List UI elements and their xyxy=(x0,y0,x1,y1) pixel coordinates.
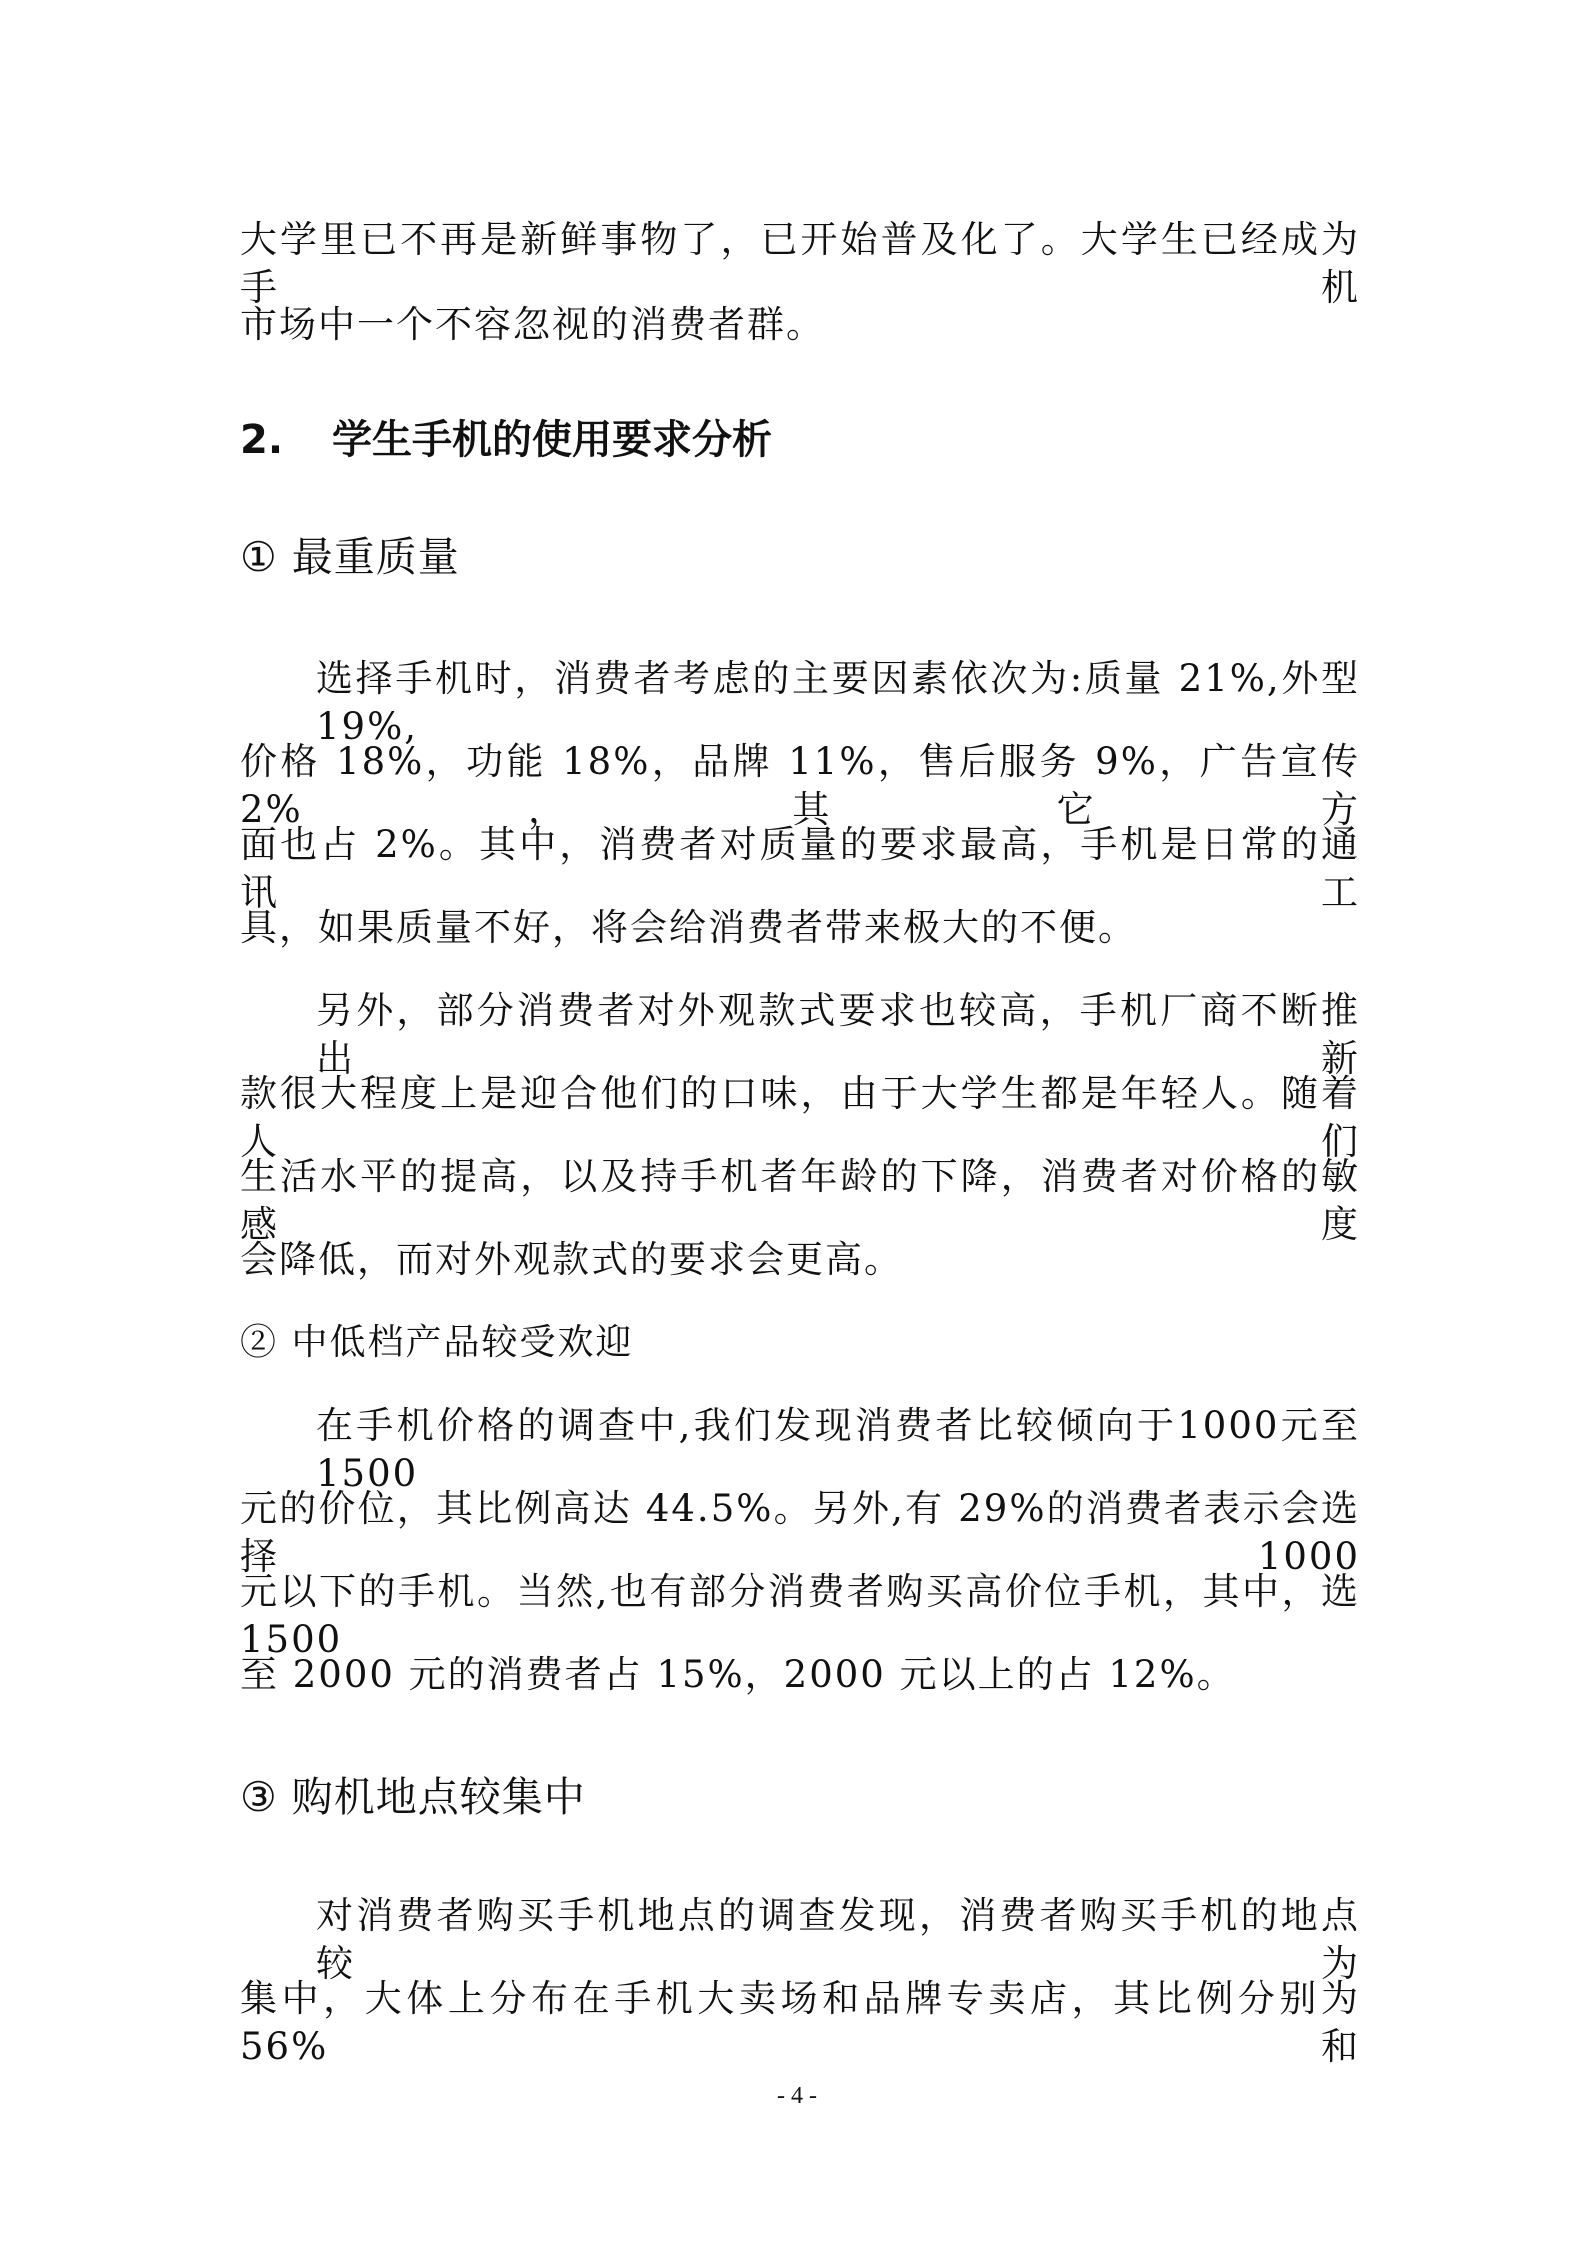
location-para-line-2: 集中，大体上分布在手机大卖场和品牌专卖店，其比例分别为 56%和 xyxy=(240,1977,1360,2068)
subheading-quality: ① 最重质量 xyxy=(240,533,460,581)
price-para-line-3: 元以下的手机。当然,也有部分消费者购买高价位手机，其中，选 1500 xyxy=(240,1570,1360,1661)
price-para-line-2: 元的价位，其比例高达 44.5%。另外,有 29%的消费者表示会选择 1000 xyxy=(240,1487,1360,1578)
quality-para2-line-4: 会降低，而对外观款式的要求会更高。 xyxy=(240,1238,903,1281)
price-para-line-4: 至 2000 元的消费者占 15%，2000 元以上的占 12%。 xyxy=(240,1653,1236,1696)
intro-line-1: 大学里已不再是新鲜事物了，已开始普及化了。大学生已经成为手机 xyxy=(240,218,1360,309)
price-para-line-1: 在手机价格的调查中,我们发现消费者比较倾向于1000元至1500 xyxy=(316,1404,1360,1495)
quality-para2-line-1: 另外，部分消费者对外观款式要求也较高，手机厂商不断推出新 xyxy=(316,989,1360,1080)
intro-line-2: 市场中一个不容忽视的消费者群。 xyxy=(240,303,825,346)
quality-para1-line-1: 选择手机时，消费者考虑的主要因素依次为:质量 21%,外型 19%, xyxy=(316,657,1360,748)
subheading-purchase-location: ③ 购机地点较集中 xyxy=(240,1773,586,1821)
quality-para2-line-3: 生活水平的提高，以及持手机者年龄的下降，消费者对价格的敏感度 xyxy=(240,1155,1360,1246)
section-title: 学生手机的使用要求分析 xyxy=(332,417,772,463)
quality-para1-line-4: 具，如果质量不好，将会给消费者带来极大的不便。 xyxy=(240,906,1137,949)
section-heading xyxy=(240,414,772,466)
quality-para2-line-2: 款很大程度上是迎合他们的口味，由于大学生都是年轻人。随着人们 xyxy=(240,1072,1360,1163)
quality-para1-line-2: 价格 18%，功能 18%，品牌 11%，售后服务 9%，广告宣传 2%，其它方 xyxy=(240,740,1360,831)
location-para-line-1: 对消费者购买手机地点的调查发现，消费者购买手机的地点较为 xyxy=(316,1894,1360,1985)
page-number: - 4 - xyxy=(777,2083,817,2109)
subheading-mid-low-products: ② 中低档产品较受欢迎 xyxy=(240,1322,634,1363)
quality-para1-line-3: 面也占 2%。其中，消费者对质量的要求最高，手机是日常的通讯工 xyxy=(240,823,1360,914)
section-number: 2. xyxy=(240,417,284,463)
